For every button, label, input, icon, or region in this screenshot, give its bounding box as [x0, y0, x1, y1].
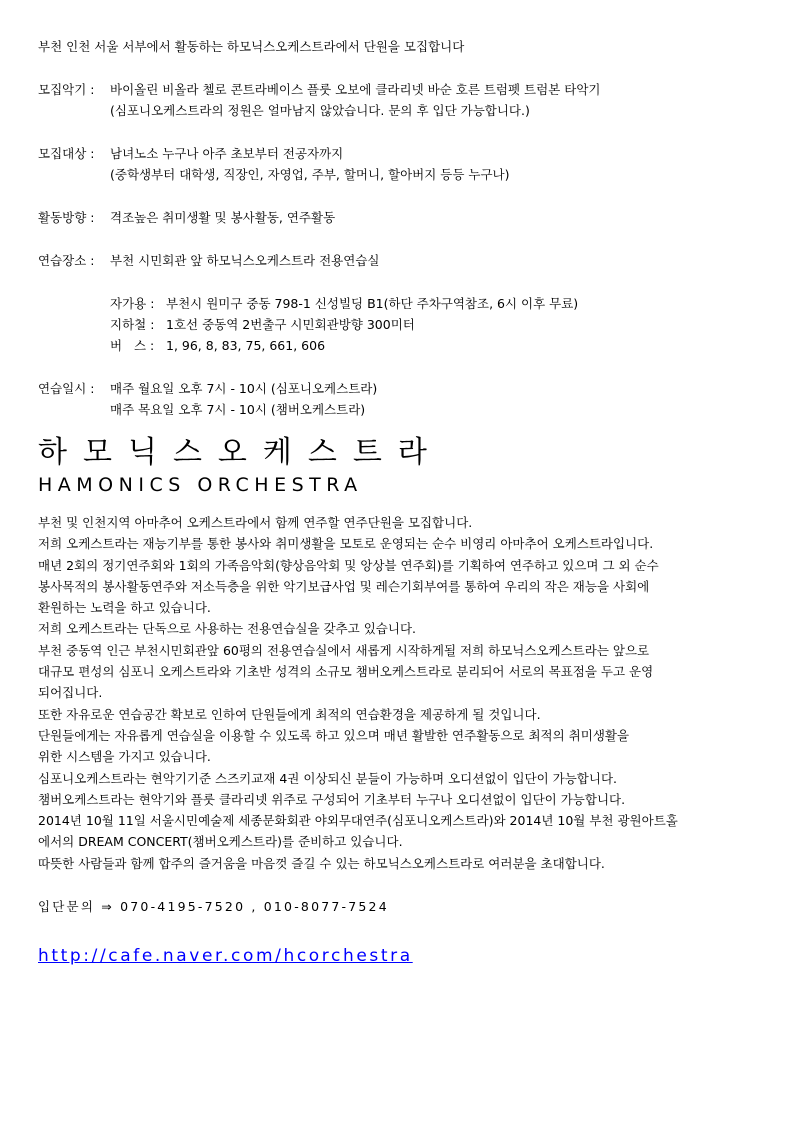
spacer — [38, 185, 760, 207]
spacer — [38, 918, 760, 931]
spacer — [38, 931, 760, 944]
recruit-instruments-note: (심포니오케스트라의 정원은 얼마남지 않았습니다. 문의 후 입단 가능합니다.) — [110, 103, 530, 118]
description-line: 에서의 DREAM CONCERT(챔버오케스트라)를 준비하고 있습니다. — [38, 834, 403, 850]
transport-car-label: 자가용 : — [110, 296, 155, 311]
recruit-target-note: (중학생부터 대학생, 직장인, 자영업, 주부, 할머니, 할아버지 등등 누구나) — [110, 167, 510, 182]
description-line: 저희 오케스트라는 재능기부를 통한 봉사와 취미생활을 모토로 운영되는 순수 비영리 아마추어 오케스트라입니다. — [38, 536, 654, 552]
schedule-monday: 매주 월요일 오후 7시 - 10시 (심포니오케스트라) — [110, 381, 378, 396]
transport-subway-text: 1호선 중동역 2번출구 시민회관방향 300미터 — [166, 317, 415, 332]
description-block — [38, 512, 760, 874]
description-line: 따뜻한 사람들과 함께 합주의 즐거움을 마음껏 즐길 수 있는 하모닉스오케스트라로 여러분을 초대합니다. — [38, 855, 605, 871]
transport-car-text: 부천시 원미구 중동 798-1 신성빌딩 B1(하단 주차구역참조, 6시 이후 무료) — [166, 296, 579, 311]
spacer — [38, 874, 760, 896]
schedule-thursday: 매주 목요일 오후 7시 - 10시 (챔버오케스트라) — [110, 402, 366, 417]
recruit-target-row — [38, 143, 760, 164]
description-line: 매년 2회의 정기연주회와 1회의 가족음악회(향상음악회 및 앙상블 연주회)를 기획하여 연주하고 있으며 그 외 순수 — [38, 557, 659, 573]
transport-subway-label: 지하철 : — [110, 317, 155, 332]
description-line: 부천 및 인천지역 아마추어 오케스트라에서 함께 연주할 연주단원을 모집합니다. — [38, 515, 473, 530]
description-line: 환원하는 노력을 하고 있습니다. — [38, 600, 211, 616]
place-text: 부천 시민회관 앞 하모닉스오케스트라 전용연습실 — [110, 253, 380, 268]
document-page — [38, 36, 760, 968]
recruit-instruments-label: 모집악기 : — [38, 82, 95, 97]
description-line: 챔버오케스트라는 현악기와 플룻 클라리넷 위주로 구성되어 기초부터 누구나 오디션없이 입단이 가능합니다. — [38, 791, 626, 807]
description-line: 저희 오케스트라는 단독으로 사용하는 전용연습실을 갖추고 있습니다. — [38, 621, 416, 637]
direction-label: 활동방향 : — [38, 210, 95, 225]
description-line: 되어집니다. — [38, 685, 103, 701]
place-row — [38, 250, 760, 271]
description-line: 위한 시스템을 가지고 있습니다. — [38, 749, 211, 765]
orchestra-title-korean: 하모닉스오케스트라 — [38, 435, 443, 470]
description-line: 또한 자유로운 연습공간 확보로 인하여 단원들에게 최적의 연습환경을 제공하게 될 것입니다. — [38, 706, 541, 722]
transport-car-row — [38, 293, 760, 314]
description-line: 단원들에게는 자유롭게 연습실을 이용할 수 있도록 하고 있으며 매년 활발한 연주활동으로 최적의 취미생활을 — [38, 727, 630, 743]
spacer — [38, 57, 760, 79]
recruit-target-label: 모집대상 : — [38, 146, 95, 161]
transport-bus-text: 1, 96, 8, 83, 75, 661, 606 — [166, 338, 326, 353]
direction-row — [38, 207, 760, 228]
schedule-label: 연습일시 : — [38, 381, 95, 396]
transport-bus-label: 버 스 : — [110, 338, 155, 353]
spacer — [38, 271, 760, 293]
recruit-instruments-row — [38, 79, 760, 100]
transport-bus-row — [38, 335, 760, 356]
description-line: 심포니오케스트라는 현악기기준 스즈키교재 4권 이상되신 분들이 가능하며 오디션없이 입단이 가능합니다. — [38, 770, 617, 786]
place-label: 연습장소 : — [38, 253, 95, 268]
direction-text: 격조높은 취미생활 및 봉사활동, 연주활동 — [110, 210, 336, 225]
description-line: 봉사목적의 봉사활동연주와 저소득층을 위한 악기보급사업 및 레슨기회부여를 통하여 우리의 작은 재능을 사회에 — [38, 578, 650, 594]
transport-subway-row — [38, 314, 760, 335]
intro-text: 부천 인천 서울 서부에서 활동하는 하모닉스오케스트라에서 단원을 모집합니다 — [38, 39, 465, 54]
description-line: 부천 중동역 인근 부천시민회관앞 60평의 전용연습실에서 새롭게 시작하게될 저희 하모닉스오케스트라는 앞으로 — [38, 642, 650, 658]
cafe-link[interactable]: http://cafe.naver.com/hcorchestra — [38, 946, 413, 967]
description-line: 2014년 10월 11일 서울시민예술제 세종문화회관 야외무대연주(심포니오케스트라)와 2014년 10월 부천 광원아트홀 — [38, 813, 678, 829]
spacer — [38, 228, 760, 250]
recruit-target-text: 남녀노소 누구나 아주 초보부터 전공자까지 — [110, 146, 344, 161]
description-line: 대규모 편성의 심포니 오케스트라와 기초반 성격의 소규모 챔버오케스트라로 분리되어 서로의 목표점을 두고 운영 — [38, 664, 654, 680]
spacer — [38, 356, 760, 378]
orchestra-title-english: HAMONICS ORCHESTRA — [38, 474, 363, 496]
contact-phone: 입단문의 ⇒ 070-4195-7520 , 010-8077-7524 — [38, 899, 389, 915]
recruit-instruments-list: 바이올린 비올라 첼로 콘트라베이스 플룻 오보에 클라리넷 바순 호른 트럼펫 트럼본 타악기 — [110, 82, 601, 97]
spacer — [38, 121, 760, 143]
schedule-row — [38, 378, 760, 399]
